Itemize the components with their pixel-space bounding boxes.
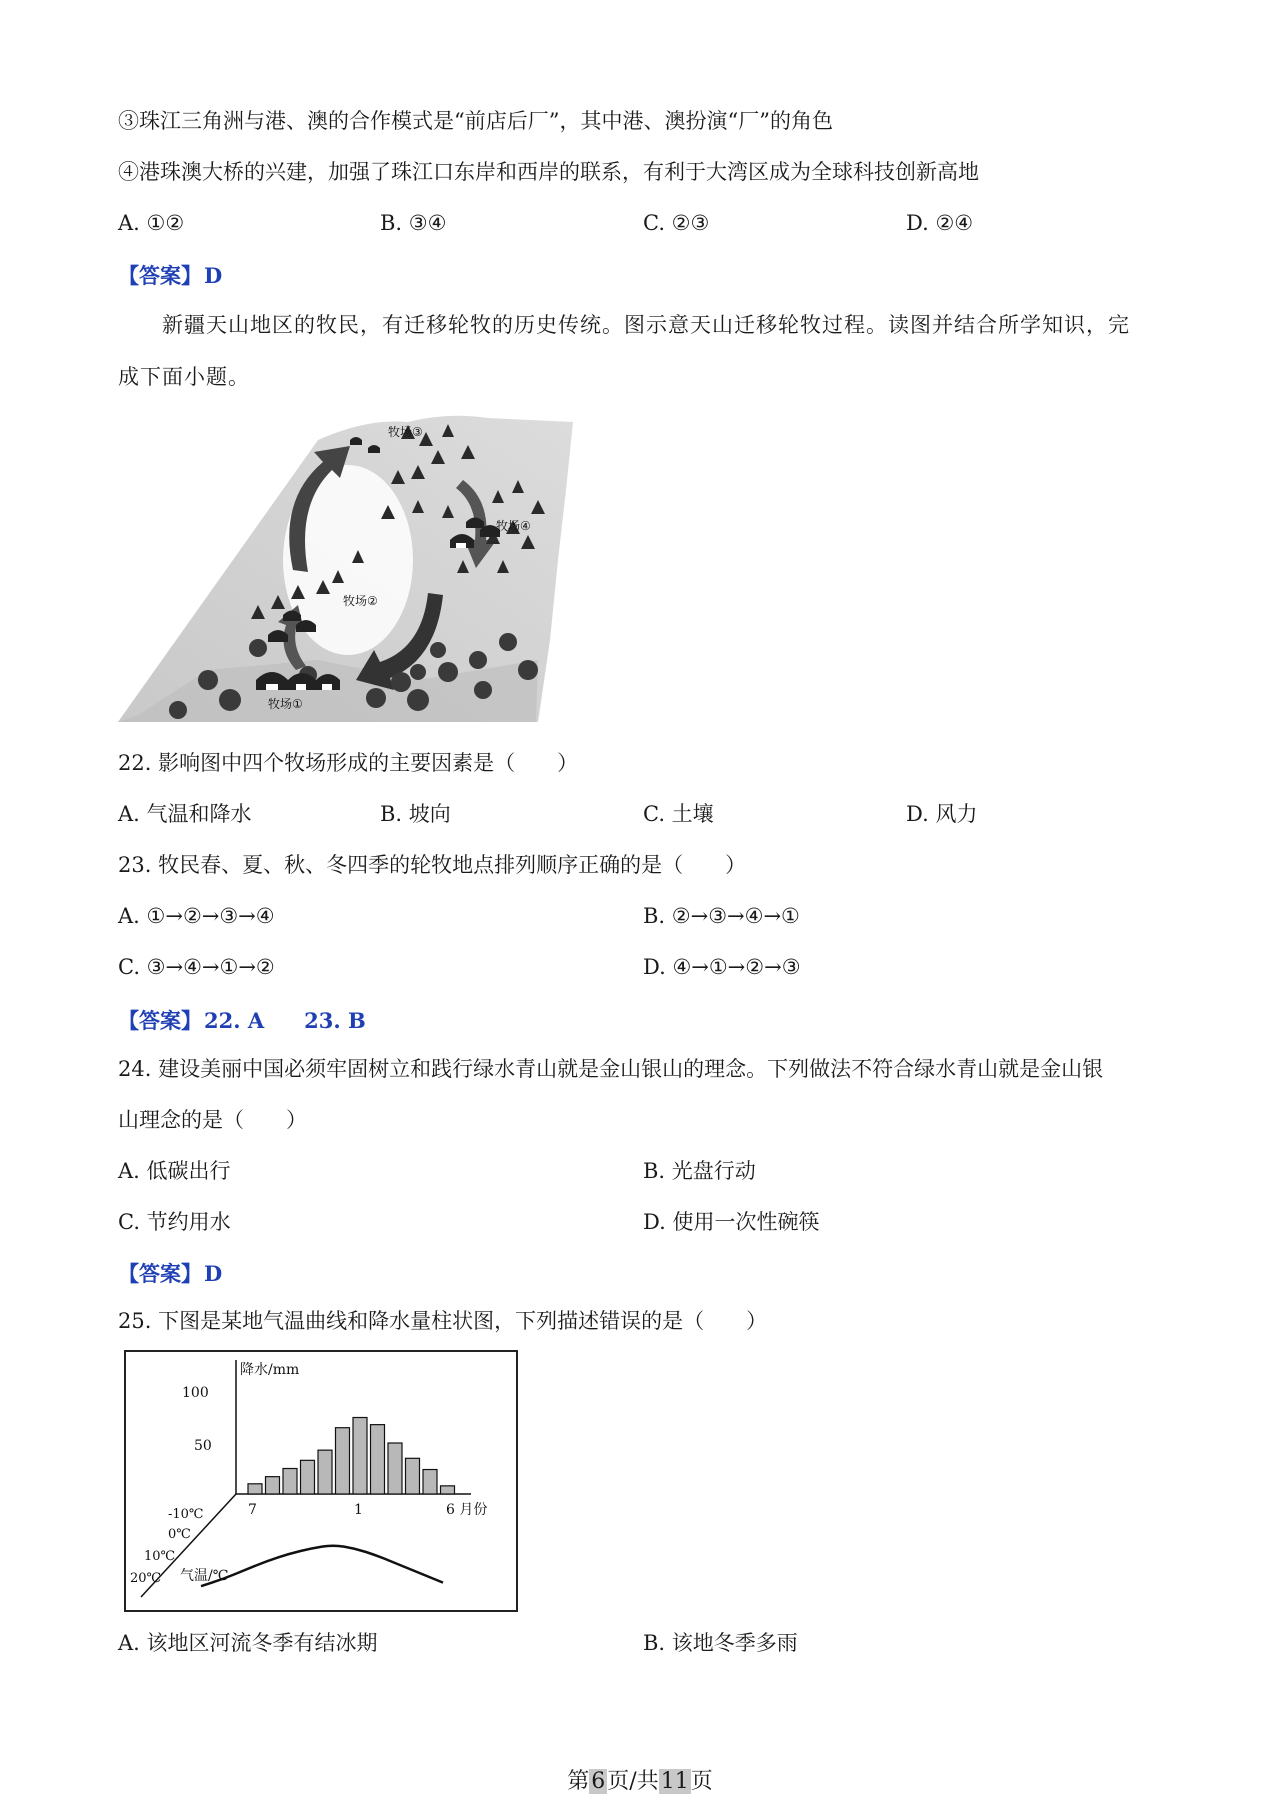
footer-middle: 页/共 bbox=[607, 1769, 659, 1794]
q22-q23-answer bbox=[118, 1005, 366, 1035]
q21-option-d[interactable]: D. ②④ bbox=[906, 211, 974, 235]
passage-line-2: 成下面小题。 bbox=[118, 365, 250, 389]
temp-tick-neg10: -10℃ bbox=[168, 1507, 204, 1522]
q23-option-c[interactable]: C. ③→④→①→② bbox=[118, 955, 275, 979]
x-tick-jun: 6 月份 bbox=[446, 1502, 488, 1518]
temp-tick-10: 10℃ bbox=[144, 1549, 176, 1564]
q22-stem: 22. 影响图中四个牧场形成的主要因素是（ ） bbox=[118, 751, 579, 775]
q24-option-c[interactable]: C. 节约用水 bbox=[118, 1210, 231, 1234]
pasture-3-label: 牧场③ bbox=[388, 425, 423, 439]
q21-option-a[interactable]: A. ①② bbox=[118, 211, 185, 235]
temp-tick-20: 20℃ bbox=[130, 1571, 162, 1586]
q25-option-a[interactable]: A. 该地区河流冬季有结冰期 bbox=[118, 1631, 378, 1655]
answer-value: D bbox=[204, 263, 223, 288]
pasture-2-label: 牧场② bbox=[343, 594, 378, 608]
precip-bar-5 bbox=[423, 1470, 437, 1494]
q22-option-a[interactable]: A. 气温和降水 bbox=[118, 802, 252, 826]
q23-option-a[interactable]: A. ①→②→③→④ bbox=[118, 904, 275, 928]
precip-axis-label: 降水/mm bbox=[240, 1362, 300, 1378]
precip-bar-12 bbox=[336, 1428, 350, 1494]
answer-23: 23. B bbox=[304, 1008, 366, 1033]
q23-option-d[interactable]: D. ④→①→②→③ bbox=[643, 955, 801, 979]
statement-3: ③珠江三角洲与港、澳的合作模式是“前店后厂”，其中港、澳扮演“厂”的角色 bbox=[118, 109, 833, 133]
answer-label: 【答案】 bbox=[118, 1261, 202, 1286]
precip-bar-1 bbox=[353, 1418, 367, 1495]
footer-total-pages: 11 bbox=[660, 1769, 689, 1794]
temperature-curve bbox=[201, 1546, 443, 1587]
q25-option-b[interactable]: B. 该地冬季多雨 bbox=[643, 1631, 798, 1655]
y-tick-100: 100 bbox=[182, 1385, 209, 1401]
pasture-4-label: 牧场④ bbox=[496, 519, 531, 533]
q24-stem-line-1: 24. 建设美丽中国必须牢固树立和践行绿水青山就是金山银山的理念。下列做法不符合绿水青山就是金山银 bbox=[118, 1057, 1104, 1081]
q21-option-c[interactable]: C. ②③ bbox=[643, 211, 710, 235]
precip-bar-6 bbox=[441, 1486, 455, 1494]
answer-value: D bbox=[204, 1261, 223, 1286]
statement-4: ④港珠澳大桥的兴建，加强了珠江口东岸和西岸的联系，有利于大湾区成为全球科技创新高地 bbox=[118, 160, 979, 184]
page-footer bbox=[0, 1764, 1280, 1795]
q24-answer bbox=[118, 1258, 222, 1288]
precip-bar-8 bbox=[266, 1477, 280, 1494]
q21-option-b[interactable]: B. ③④ bbox=[380, 211, 447, 235]
q23-stem: 23. 牧民春、夏、秋、冬四季的轮牧地点排列顺序正确的是（ ） bbox=[118, 853, 747, 877]
q24-stem-line-2: 山理念的是（ ） bbox=[118, 1108, 307, 1132]
precip-bar-3 bbox=[388, 1443, 402, 1494]
footer-suffix: 页 bbox=[690, 1769, 713, 1794]
q24-option-a[interactable]: A. 低碳出行 bbox=[118, 1159, 231, 1183]
precip-bar-11 bbox=[318, 1450, 332, 1494]
precip-bar-9 bbox=[283, 1469, 297, 1495]
q22-option-d[interactable]: D. 风力 bbox=[906, 802, 978, 826]
precip-bar-2 bbox=[371, 1425, 385, 1494]
q23-option-b[interactable]: B. ②→③→④→① bbox=[643, 904, 800, 928]
pasture-map-figure bbox=[118, 410, 573, 730]
pasture-1-label: 牧场① bbox=[268, 697, 303, 711]
x-tick-jul: 7 bbox=[248, 1502, 257, 1518]
q22-option-c[interactable]: C. 土壤 bbox=[643, 802, 714, 826]
answer-label: 【答案】 bbox=[118, 263, 202, 288]
y-tick-50: 50 bbox=[194, 1438, 212, 1454]
temp-axis-label: 气温/℃ bbox=[180, 1568, 229, 1584]
passage-line-1: 新疆天山地区的牧民，有迁移轮牧的历史传统。图示意天山迁移轮牧过程。读图并结合所学知识，完 bbox=[162, 313, 1130, 337]
q25-stem: 25. 下图是某地气温曲线和降水量柱状图，下列描述错误的是（ ） bbox=[118, 1309, 768, 1333]
answer-22: 22. A bbox=[204, 1008, 265, 1033]
footer-page-number: 6 bbox=[591, 1769, 606, 1794]
q22-option-b[interactable]: B. 坡向 bbox=[380, 802, 451, 826]
precip-bar-7 bbox=[248, 1484, 262, 1494]
footer-prefix: 第 bbox=[567, 1769, 590, 1794]
q21-answer bbox=[118, 260, 222, 290]
q24-option-b[interactable]: B. 光盘行动 bbox=[643, 1159, 756, 1183]
x-tick-jan: 1 bbox=[354, 1502, 363, 1518]
q24-option-d[interactable]: D. 使用一次性碗筷 bbox=[643, 1210, 820, 1234]
answer-label: 【答案】 bbox=[118, 1008, 202, 1033]
precip-bar-4 bbox=[406, 1458, 420, 1494]
temp-tick-0: 0℃ bbox=[168, 1527, 191, 1542]
climate-chart bbox=[124, 1350, 518, 1612]
precip-bar-10 bbox=[301, 1460, 315, 1494]
